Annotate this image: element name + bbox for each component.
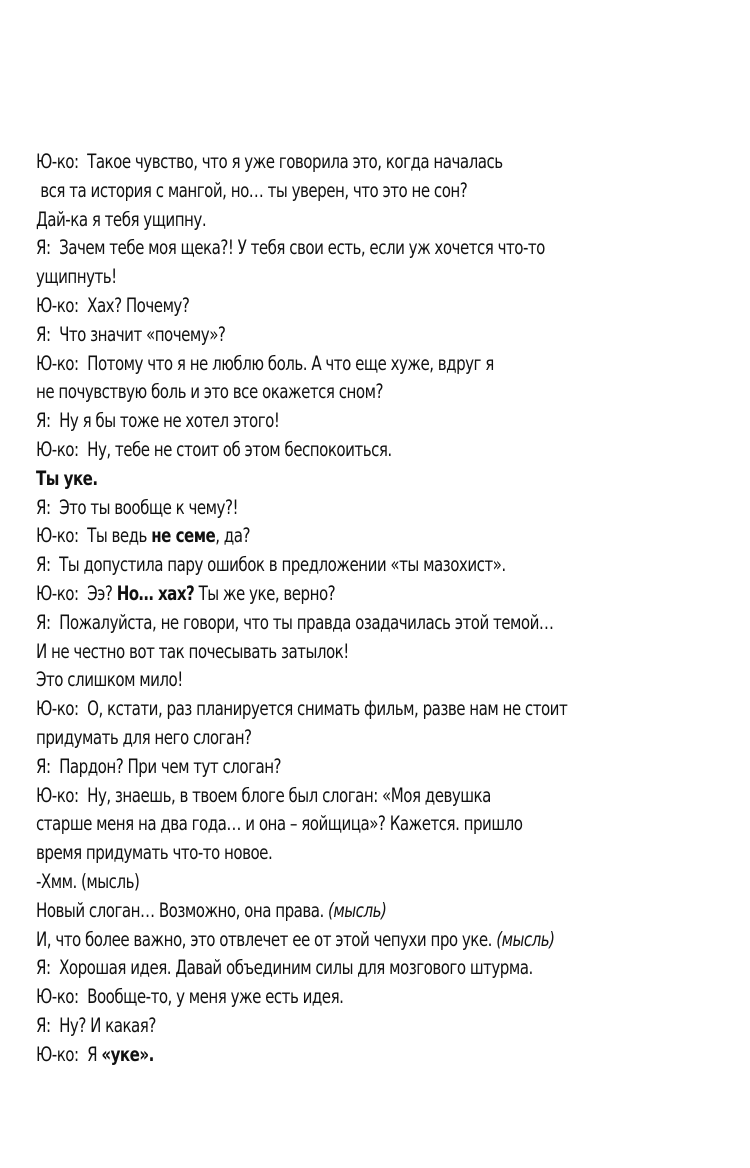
dialogue-line	[36, 1041, 629, 1070]
line-text: Это слишком мило!	[36, 668, 183, 692]
dialogue-line	[36, 321, 629, 350]
dialogue-line	[36, 148, 629, 177]
dialogue-line	[36, 1012, 629, 1041]
line-text: Ю-ко: Ээ?	[36, 581, 117, 605]
dialogue-line	[36, 954, 629, 983]
bold-text: не семе	[151, 524, 216, 548]
line-text: не почувствую боль и это все окажется сном?	[36, 380, 383, 404]
dialogue-line	[36, 638, 629, 667]
dialogue-line	[36, 350, 629, 379]
transcript-text	[36, 148, 726, 1070]
line-text: , да?	[215, 524, 250, 548]
line-text: Ю-ко: Такое чувство, что я уже говорила это, когда началась	[36, 150, 503, 173]
dialogue-line	[36, 926, 629, 955]
line-text: Я: Ну? И какая?	[36, 1013, 156, 1037]
line-text: время придумать что-то новое.	[36, 841, 273, 865]
line-text: вся та история с мангой, но… ты уверен, что это не сон?	[36, 178, 468, 202]
line-text: Ю-ко: О, кстати, раз планируется снимать фильм, разве нам не стоит	[36, 697, 568, 721]
line-text: Ты же уке, верно?	[194, 581, 336, 605]
line-text: Я: Хорошая идея. Давай объединим силы для мозгового штурма.	[36, 956, 533, 980]
dialogue-line	[36, 206, 629, 235]
line-text: Я: Пардон? При чем тут слоган?	[36, 754, 282, 778]
line-text: Ю-ко: Я	[36, 1042, 102, 1066]
line-text: Я: Пожалуйста, не говори, что ты правда озадачилась этой темой…	[36, 610, 554, 634]
line-text: Дай-ка я тебя ущипну.	[36, 207, 207, 231]
line-text: Ю-ко: Ты ведь	[36, 524, 152, 548]
line-text: Ю-ко: Ну, тебе не стоит об этом беспокоиться.	[36, 437, 392, 461]
dialogue-line	[36, 868, 629, 897]
dialogue-line	[36, 494, 629, 523]
dialogue-line	[36, 263, 629, 292]
bold-text: Ты уке.	[36, 466, 98, 490]
bold-text: Но… хах?	[116, 581, 195, 605]
dialogue-line	[36, 983, 629, 1012]
line-text: Ю-ко: Ну, знаешь, в твоем блоге был слоган: «Моя девушка	[36, 783, 491, 807]
line-text: Ю-ко: Потому что я не люблю боль. А что еще хуже, вдруг я	[36, 351, 494, 375]
dialogue-line	[36, 407, 629, 436]
italic-text: (мысль)	[496, 927, 555, 951]
dialogue-line	[36, 234, 629, 263]
line-text: старше меня на два года… и она – яойщица»? Кажется. пришло	[36, 812, 523, 836]
italic-text: (мысль)	[328, 898, 387, 922]
line-text: ущипнуть!	[36, 265, 117, 289]
dialogue-line	[36, 609, 629, 638]
line-text: И, что более важно, это отвлечет ее от этой чепухи про уке.	[36, 927, 497, 951]
dialogue-line	[36, 782, 629, 811]
dialogue-line	[36, 551, 629, 580]
dialogue-line	[36, 177, 629, 206]
dialogue-line	[36, 753, 629, 782]
line-text: И не честно вот так почесывать затылок!	[36, 639, 349, 663]
line-text: Ю-ко: Хах? Почему?	[36, 293, 190, 317]
line-text: Ю-ко: Вообще-то, у меня уже есть идея.	[36, 985, 344, 1009]
dialogue-line	[36, 839, 629, 868]
dialogue-line	[36, 292, 629, 321]
dialogue-line	[36, 580, 629, 609]
line-text: придумать для него слоган?	[36, 725, 252, 749]
line-text: Я: Зачем тебе моя щека?! У тебя свои есть, если уж хочется что-то	[36, 236, 545, 260]
line-text: -Хмм. (мысль)	[36, 869, 140, 893]
line-text: Я: Ты допустила пару ошибок в предложении «ты мазохист».	[36, 553, 506, 577]
dialogue-line	[36, 522, 629, 551]
dialogue-line	[36, 897, 629, 926]
line-text: Я: Что значит «почему»?	[36, 322, 226, 346]
line-text: Я: Это ты вообще к чему?!	[36, 495, 238, 519]
bold-text: «уке».	[101, 1042, 154, 1066]
line-text: Я: Ну я бы тоже не хотел этого!	[36, 409, 280, 433]
dialogue-line	[36, 810, 629, 839]
dialogue-line	[36, 436, 629, 465]
dialogue-line	[36, 724, 629, 753]
dialogue-line	[36, 695, 629, 724]
dialogue-line	[36, 378, 629, 407]
line-text: Новый слоган… Возможно, она права.	[36, 898, 329, 922]
dialogue-line	[36, 666, 629, 695]
dialogue-line	[36, 465, 629, 494]
